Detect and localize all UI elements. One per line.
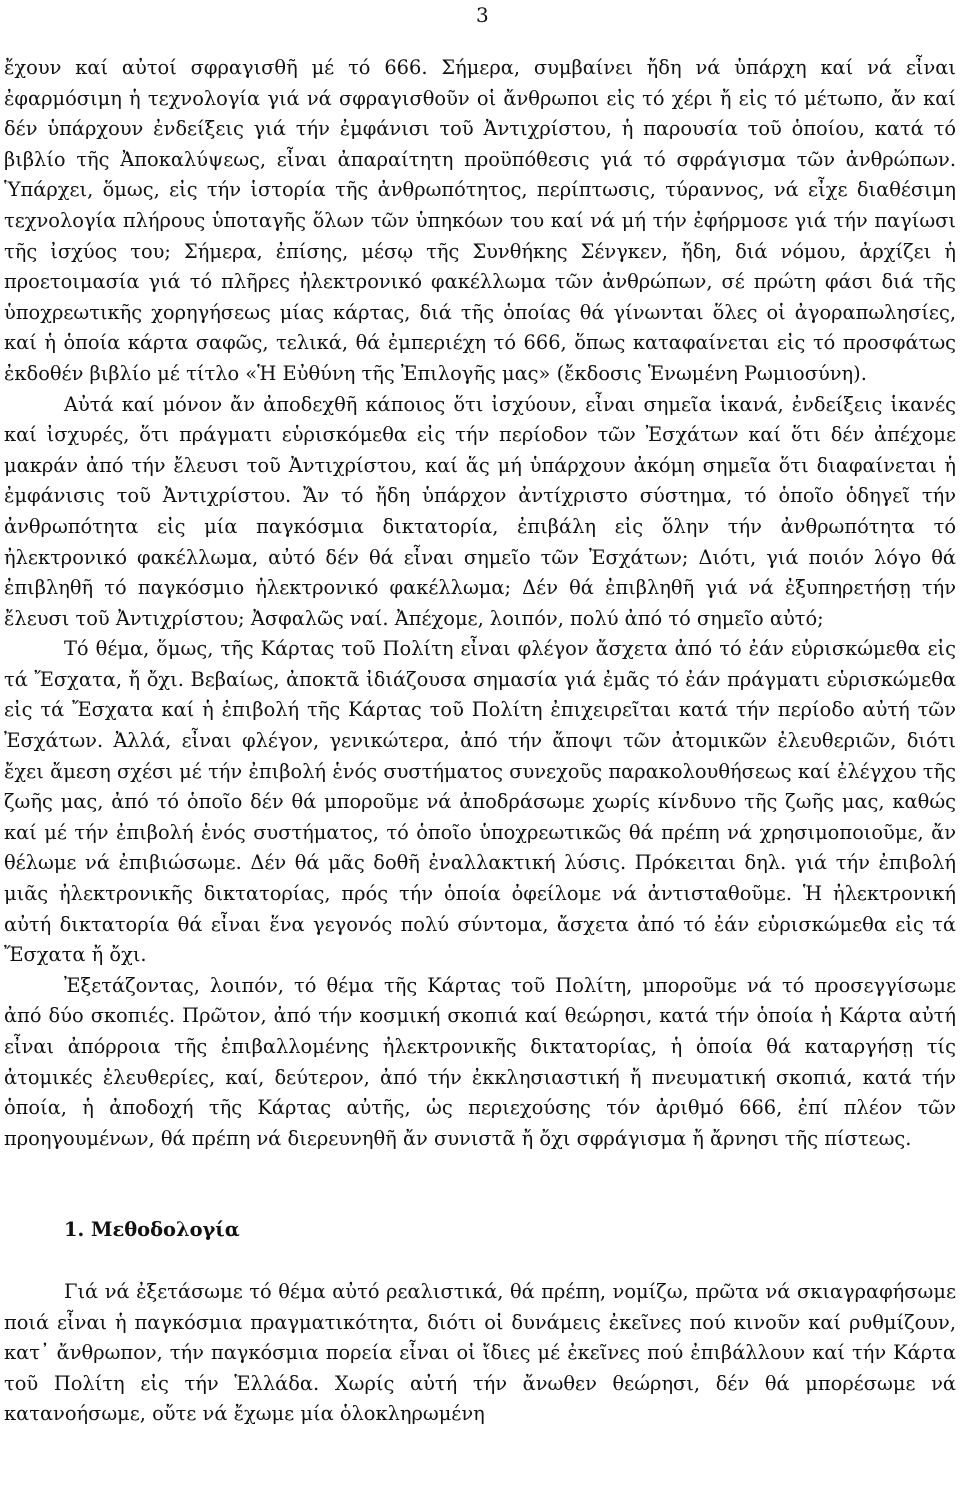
section-heading: 1. Μεθοδολογία — [64, 1218, 240, 1242]
paragraph-4: Ἐξετάζοντας, λοιπόν, τό θέμα τῆς Κάρτας τοῦ Πολίτη, μποροῦμε νά τό προσεγγίσωμε ἀπό δύο σκοπιές. Πρῶτον, ἀπό τήν κοσμική σκοπιά καί θεώρησι, κατά τήν ὁποία ἡ Κάρτα αὐτή εἶναι ἀπόρροια τῆς ἐπιβαλλομένης ἠλεκτρονικῆς δικτατορίας, ἡ ὁποία θά καταργήσῃ τίς ἀτομικές ἐλευθερίες, καί, δεύτερον, ἀπό τήν ἐκκλησιαστική ἤ πνευματική σκοπιά, κατά τήν ὁποία, ἡ ἀποδοχή τῆς Κάρτας αὐτῆς, ὡς περιεχούσης τόν ἀριθμό 666, ἐπί πλέον τῶν προηγουμένων, θά πρέπη νά διερευνηθῆ ἄν συνιστᾶ ἤ ὄχι σφράγισμα ἤ ἄρνησι τῆς πίστεως. — [4, 973, 956, 1150]
paragraph-1: ἔχουν καί αὐτοί σφραγισθῆ μέ τό 666. Σήμερα, συμβαίνει ἤδη νά ὑπάρχη καί νά εἶναι ἐφαρμόσιμη ἡ τεχνολογία γιά νά σφραγισθοῦν οἱ ἄνθρωποι εἰς τό χέρι ἤ εἰς τό μέτωπο, ἄν καί δέν ὑπάρχουν ἐνδείξεις γιά τήν ἐμφάνισι τοῦ Ἀντιχρίστου, ἡ παρουσία τοῦ ὁποίου, κατά τό βιβλίο τῆς Ἀποκαλύψεως, εἶναι ἀπαραίτητη προϋπόθεσις γιά τό σφράγισμα τῶν ἀνθρώπων. Ὑπάρχει, ὅμως, εἰς τήν ἱστορία τῆς ἀνθρωπότητος, περίπτωσις, τύραννος, νά εἶχε διαθέσιμη τεχνολογία πλήρους ὑποταγῆς ὅλων τῶν ὑπηκόων του καί νά μή τήν ἐφήρμοσε γιά τήν παγίωσι τῆς ἰσχύος του; Σήμερα, ἐπίσης, μέσῳ τῆς Συνθήκης Σένγκεν, ἤδη, διά νόμου, ἀρχίζει ἡ προετοιμασία γιά τό πλῆρες ἠλεκτρονικό φακέλλωμα τῶν ἀνθρώπων, σέ πρώτη φάσι διά τῆς ὑποχρεωτικῆς χορηγήσεως μίας κάρτας, διά τῆς ὁποίας θά γίνωνται ὅλες οἱ ἀγοραπωλησίες, καί ἡ ὁποία κάρτα σαφῶς, τελικά, θά ἐμπεριέχη τό 666, ὅπως καταφαίνεται εἰς τό προσφάτως ἐκδοθέν βιβλίο μέ τίτλο «Ἡ Εὐθύνη τῆς Ἐπιλογῆς μας» (ἔκδοσις Ἑνωμένη Ρωμιοσύνη). — [4, 56, 956, 385]
section-paragraph: Γιά νά ἐξετάσωμε τό θέμα αὐτό ρεαλιστικά, θά πρέπη, νομίζω, πρῶτα νά σκιαγραφήσωμε ποιά εἶναι ἡ παγκόσμια πραγματικότητα, διότι οἱ δυνάμεις ἐκεῖνες πού κινοῦν καί ρυθμίζουν, κατ᾽ ἄνθρωπον, τήν παγκόσμια πορεία εἶναι οἱ ἴδιες μέ ἐκεῖνες πού ἐπιβάλλουν καί τήν Κάρτα τοῦ Πολίτη εἰς τήν Ἑλλάδα. Χωρίς αὐτή τήν ἄνωθεν θεώρησι, δέν θά μπορέσωμε νά κατανοήσωμε, οὔτε νά ἔχωμε μία ὁλοκληρωμένη — [4, 1279, 956, 1426]
paragraph-2: Αὐτά καί μόνον ἄν ἀποδεχθῆ κάποιος ὅτι ἰσχύουν, εἶναι σημεῖα ἱκανά, ἐνδείξεις ἱκανές καί ἰσχυρές, ὅτι πράγματι εὑρισκόμεθα εἰς τήν περίοδον τῶν Ἐσχάτων καί ὅτι δέν ἀπέχομε μακράν ἀπό τήν ἔλευσι τοῦ Ἀντιχρίστου, καί ἅς μή ὑπάρχουν ἀκόμη σημεῖα ὅτι διαφαίνεται ἡ ἐμφάνισις τοῦ Ἀντιχρίστου. Ἄν τό ἤδη ὑπάρχον ἀντίχριστο σύστημα, τό ὁποῖο ὁδηγεῖ τήν ἀνθρωπότητα εἰς μία παγκόσμια δικτατορία, ἐπιβάλη εἰς ὅλην τήν ἀνθρωπότητα τό ἠλεκτρονικό φακέλλωμα, αὐτό δέν θά εἶναι σημεῖο τῶν Ἐσχάτων; Διότι, γιά ποιόν λόγο θά ἐπιβληθῆ τό παγκόσμιο ἠλεκτρονικό φακέλλωμα; Δέν θά ἐπιβληθῆ γιά νά ἐξυπηρετήσῃ τήν ἔλευσι τοῦ Ἀντιχρίστου; Ἀσφαλῶς ναί. Ἀπέχομε, λοιπόν, πολύ ἀπό τό σημεῖο αὐτό; — [4, 392, 956, 630]
body-text — [4, 53, 956, 1430]
page-number: 3 — [476, 3, 489, 27]
paragraph-3: Τό θέμα, ὅμως, τῆς Κάρτας τοῦ Πολίτη εἶναι φλέγον ἄσχετα ἀπό τό ἐάν εὑρισκώμεθα εἰς τά Ἔσχατα, ἤ ὄχι. Βεβαίως, ἀποκτᾶ ἰδιάζουσα σημασία γιά ἐμᾶς τό ἐάν πράγματι εὑρισκώμεθα εἰς τά Ἔσχατα καί ἡ ἐπιβολή τῆς Κάρτας τοῦ Πολίτη ἐπιχειρεῖται κατά τήν περίοδο αὐτή τῶν Ἐσχάτων. Ἀλλά, εἶναι φλέγον, γενικώτερα, ἀπό τήν ἄποψι τῶν ἀτομικῶν ἐλευθεριῶν, διότι ἔχει ἄμεση σχέσι μέ τήν ἐπιβολή ἑνός συστήματος συνεχοῦς παρακολουθήσεως καί ἐλέγχου τῆς ζωῆς μας, ἀπό τό ὁποῖο δέν θά μποροῦμε νά ἀποδράσωμε χωρίς κίνδυνο τῆς ζωῆς μας, καθώς καί μέ τήν ἐπιβολή ἑνός συστήματος, τό ὁποῖο ὑποχρεωτικῶς θά πρέπη νά χρησιμοποιοῦμε, ἄν θέλωμε νά ἐπιβιώσωμε. Δέν θά μᾶς δοθῆ ἐναλλακτική λύσις. Πρόκειται δηλ. γιά τήν ἐπιβολή μιᾶς ἠλεκτρονικῆς δικτατορίας, πρός τήν ὁποία ὀφείλομε νά ἀντισταθοῦμε. Ἡ ἠλεκτρονική αὐτή δικτατορία θά εἶναι ἕνα γεγονός πολύ σύντομα, ἄσχετα ἀπό τό ἐάν εὑρισκώμεθα εἰς τά Ἔσχατα ἤ ὄχι. — [4, 637, 956, 967]
